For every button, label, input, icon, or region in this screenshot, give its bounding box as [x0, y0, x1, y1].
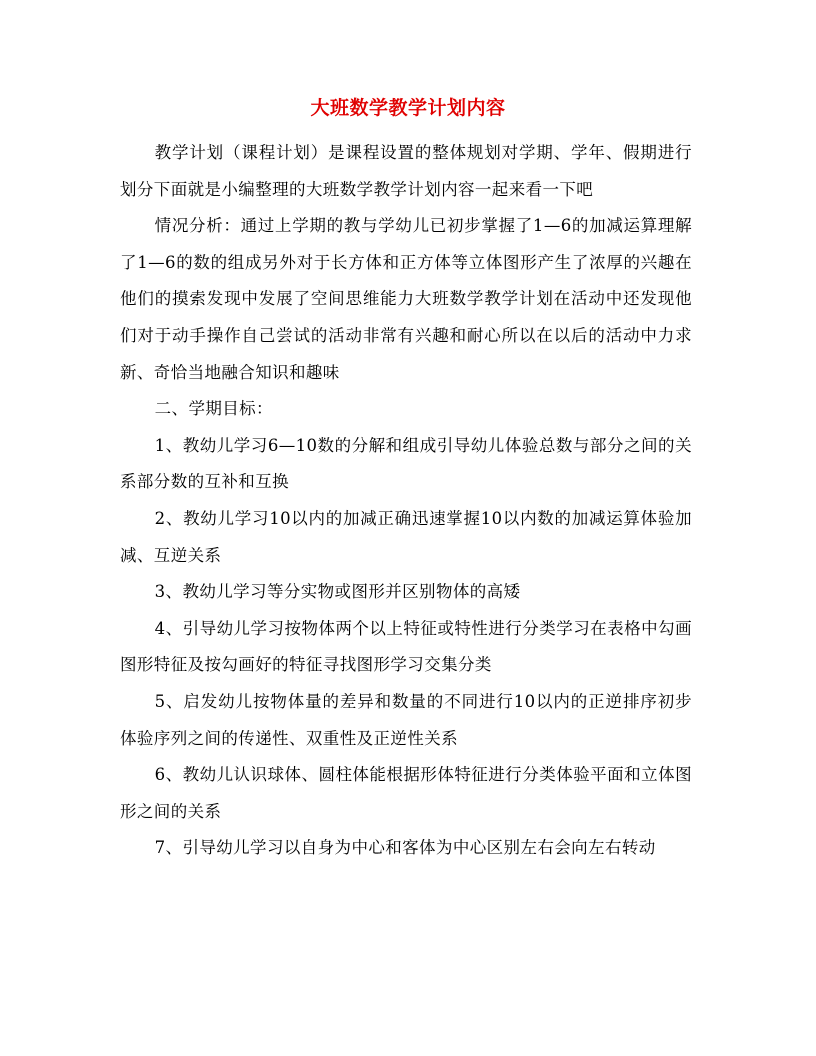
goal-item-6: 6、教幼儿认识球体、圆柱体能根据形体特征进行分类体验平面和立体图形之间的关系 — [120, 765, 692, 821]
intro-paragraph: 教学计划（课程计划）是课程设置的整体规划对学期、学年、假期进行划分下面就是小编整理的大班数学教学计划内容一起来看一下吧 — [120, 143, 692, 199]
goal-item-7: 7、引导幼儿学习以自身为中心和客体为中心区别左右会向左右转动 — [154, 838, 656, 858]
section-heading-goals: 二、学期目标： — [154, 399, 273, 419]
document-title: 大班数学教学计划内容 — [310, 97, 506, 119]
document-body — [120, 135, 692, 867]
goal-item-4: 4、引导幼儿学习按物体两个以上特征或特性进行分类学习在表格中勾画图形特征及按勾画好的特征寻找图形学习交集分类 — [120, 618, 692, 675]
goal-item-3: 3、教幼儿学习等分实物或图形并区别物体的高矮 — [154, 582, 521, 602]
goal-item-1: 1、教幼儿学习6—10数的分解和组成引导幼儿体验总数与部分之间的关系部分数的互补和互换 — [120, 435, 692, 492]
goal-item-5: 5、启发幼儿按物体量的差异和数量的不同进行10以内的正逆排序初步体验序列之间的传递性、双重性及正逆性关系 — [120, 691, 692, 748]
situation-analysis-paragraph: 情况分析：通过上学期的教与学幼儿已初步掌握了1—6的加减运算理解了1—6的数的组成另外对于长方体和正方体等立体图形产生了浓厚的兴趣在他们的摸索发现中发展了空间思维能力大班数学教学计划在活动中还发现他们对于动手操作自己尝试的活动非常有兴趣和耐心所以在以后的活动中力求新、奇恰当地融合知识和趣味 — [120, 216, 692, 382]
goal-item-2: 2、教幼儿学习10以内的加减正确迅速掌握10以内数的加减运算体验加减、互逆关系 — [120, 508, 692, 565]
